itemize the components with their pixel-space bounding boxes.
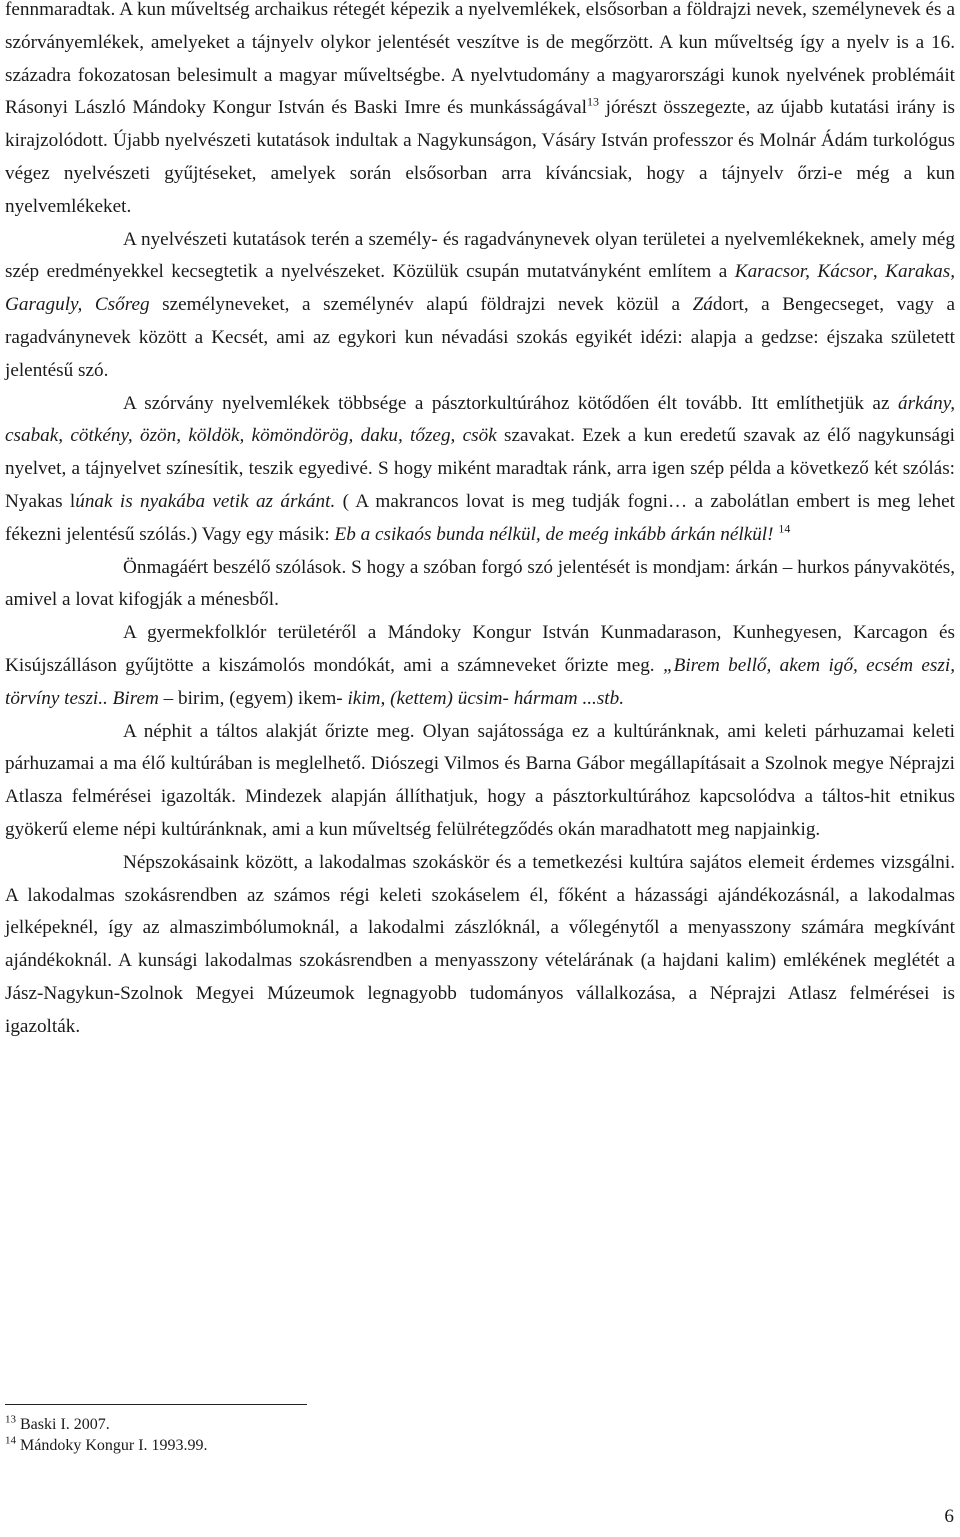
text-run: ( A makrancos lovat is meg tudják fogni… a zabolátlan embert is meg lehet fékezni jelentésű szólás.) Vagy egy másik: xyxy=(5,490,955,545)
italic-text: Birem xyxy=(112,687,159,709)
footnote-number: 13 xyxy=(5,1413,16,1426)
footnote-ref: 14 xyxy=(778,521,791,536)
italic-text: ikim, (kettem) ücsim- hármam ...stb. xyxy=(347,687,625,709)
footnote-number: 14 xyxy=(5,1434,16,1447)
italic-text: Eb a csikaós bunda nélkül, de meég inkább árkán nélkül! xyxy=(334,523,774,545)
text-run: szavakat. Ezek a kun eredetű szavak az élő nagykunsági nyelvet, a tájnyelvet színesítik, teszik egyedivé. S hogy miként maradtak ránk, arra igen szép példa a következő két szólás: Nyakas l xyxy=(5,425,955,512)
text-run: Népszokásaink között, a lakodalmas szokáskör és a temetkezési kultúra sajátos elemeit érdemes vizsgálni. A lakodalmas szokásrendben az számos régi keleti szokáselem él, főként a házassági ajándékozásnál, a lakodalmas jelképeknél, így az almaszimbólumoknál, a lakodalmi zászlóknál, a vőlegénytől a menyasszony számára megkívánt ajándékoknál. A kunsági lakodalmas szokásrendben a menyasszony vételárának (a hajdani kalim) emlékének meglétét a Jász-Nagykun-Szolnok Megyei Múzeumok legnagyobb tudományos vállalkozása, a Néprajzi Atlasz felmérései is igazolták. xyxy=(5,851,955,1037)
text-run: – birim, (egyem) ikem- xyxy=(158,687,348,709)
italic-text: Zá xyxy=(692,294,713,316)
footnote xyxy=(5,1435,605,1456)
footnotes xyxy=(5,1414,605,1456)
italic-text: Karacsor, Kácsor xyxy=(734,261,873,283)
paragraph xyxy=(5,716,955,847)
text-run: A nyelvészeti kutatások terén a személy- és ragadványnevek olyan területei a nyelvemlékeknek, amely még szép eredményekkel kecsegtetik a nyelvészeket. Közülük csupán mutatványként említem a xyxy=(5,228,955,283)
paragraph xyxy=(5,0,955,224)
italic-text: „Birem bellő, akem igő, ecsém eszi, törvíny teszi.. xyxy=(5,654,955,709)
text-run: A néphit a táltos alakját őrizte meg. Olyan sajátossága ez a kultúránknak, ami keleti párhuzamai keleti párhuzamai a ma élő kultúrában is meglelhető. Diószegi Vilmos és Barna Gábor megállapításait a Szolnok megye Néprajzi Atlasza felmérései igazolták. Mindezek alapján állíthatjuk, hogy a pásztorkultúrához kapcsolódva a táltos-hit etnikus gyökerű eleme népi kultúránknak, ami a kun műveltség felülrétegződés okán maradhatott meg napjainkig. xyxy=(5,720,955,840)
paragraph xyxy=(5,388,955,552)
text-run: A gyermekfolklór területéről a Mándoky Kongur István Kunmadarason, Kunhegyesen, Karcagon és Kisújszálláson gyűjtötte a kiszámolós mondókát, ami a számneveket őrizte meg. xyxy=(5,622,955,676)
text-run: fennmaradtak. A kun műveltség archaikus rétegét képezik a nyelvemlékek, elsősorban a földrajzi nevek, személynevek és a szórványemlékek, amelyeket a tájnyelv olykor jelentését veszítve is de megőrzött. A kun műveltség így a nyelv is a 16. századra fokozatosan belesimult a magyar műveltségbe. A nyelvtudomány a magyarországi kunok nyelvének problémáit Rásonyi László Mándoky Kongur István és Baski Imre és munkásságával xyxy=(5,0,955,119)
text-run: A szórvány nyelvemlékek többsége a pásztorkultúrához kötődően élt tovább. Itt említhetjük az xyxy=(123,392,898,414)
paragraph xyxy=(5,552,955,618)
paragraph xyxy=(5,847,955,1044)
text-run: Önmagáért beszélő szólások. S hogy a szóban forgó szó jelentését is mondjam: árkán – hurkos pányvakötés, amivel a lovat kifogják a ménesből. xyxy=(5,556,955,611)
italic-text: únak is nyakába vetik az árkánt. xyxy=(75,490,336,512)
text-run: jórészt összegezte, az újabb kutatási irány is kirajzolódott. Újabb nyelvészeti kutatások indultak a Nagykunságon, Vásáry István professzor és Molnár Ádám turkológus végez nyelvészeti gyűjtéseket, amelyek során elsősorban arra kíváncsiak, hogy a tájnyelv őrzi-e még a kun nyelvemlékeket. xyxy=(5,97,956,217)
italic-text: Karakas, Garaguly, Csőreg xyxy=(5,261,955,316)
footnote-text: Mándoky Kongur I. 1993.99. xyxy=(16,1437,208,1454)
body-text xyxy=(5,0,955,1044)
footnote xyxy=(5,1414,605,1435)
footnote-ref: 13 xyxy=(586,95,599,109)
page-number: 6 xyxy=(944,1506,954,1527)
footnote-text: Baski I. 2007. xyxy=(16,1416,110,1433)
paragraph xyxy=(5,617,955,715)
footnote-separator xyxy=(5,1404,307,1405)
italic-text: árkány, csabak, cötkény, özön, köldök, kömöndörög, daku, tőzeg, csök xyxy=(5,392,955,447)
text-run: , xyxy=(872,261,886,283)
text-run: dort, a Bengecseget, vagy a ragadványnevek között a Kecsét, ami az egykori kun névadási szokás egyikét idézi: alapja a gedzse: éjszaka született jelentésű szó. xyxy=(5,294,955,381)
text-run: személyneveket, a személynév alapú földrajzi nevek közül a xyxy=(149,294,693,316)
paragraph xyxy=(5,224,955,388)
